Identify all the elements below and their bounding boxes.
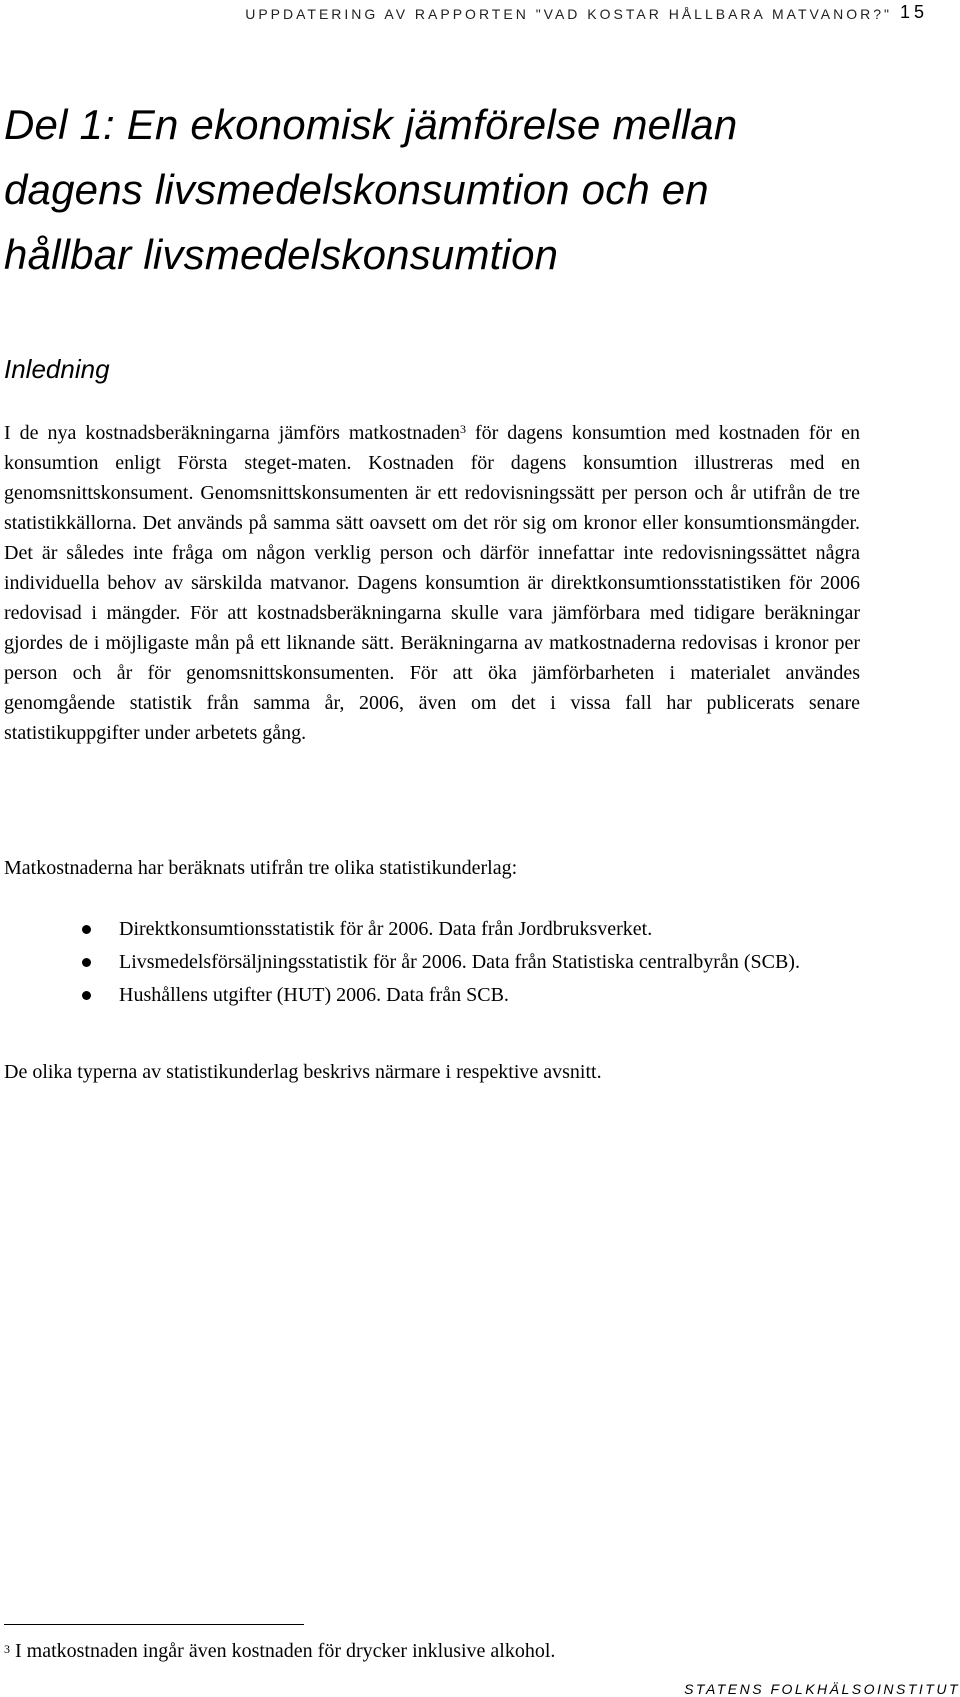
running-header bbox=[0, 2, 928, 30]
bullet-icon bbox=[82, 991, 91, 1000]
list-item-text: Livsmedelsförsäljningsstatistik för år 2006. Data från Statistiska centralbyrån (SCB). bbox=[119, 951, 800, 973]
intro-paragraph bbox=[4, 418, 860, 748]
chapter-title-line-3: hållbar livsmedelskonsumtion bbox=[4, 231, 559, 278]
footnote-text: I matkostnaden ingår även kostnaden för drycker inklusive alkohol. bbox=[10, 1640, 556, 1662]
chapter-title bbox=[4, 92, 904, 287]
list-item-text: Hushållens utgifter (HUT) 2006. Data från SCB. bbox=[119, 984, 509, 1006]
chapter-title-line-1: Del 1: En ekonomisk jämförelse mellan bbox=[4, 101, 738, 148]
running-footer: STATENS FOLKHÄLSOINSTITUT bbox=[684, 1681, 960, 1697]
intro-text-start: I de nya kostnadsberäkningarna jämförs matkostnaden bbox=[4, 422, 460, 444]
lead-paragraph: Matkostnaderna har beräknats utifrån tre olika statistikunderlag: bbox=[4, 857, 518, 879]
intro-text-rest: för dagens konsumtion med kostnaden för en konsumtion enligt Första steget-maten. Kostnaden för dagens konsumtion illustreras med en genomsnittskonsument. Genomsnittskonsumenten är ett redovisningssätt per person och år utifrån de tre statistikkällorna. Det används på samma sätt oavsett om det rör sig om kronor eller konsumtionsmängder. Det är således inte fråga om någon verklig person och därför innefattar inte redovisningssättet några individuella behov av särskilda matvanor. Dagens konsumtion är direktkonsumtionsstatistiken för 2006 redovisad i mängder. För att kostnadsberäkningarna skulle vara jämförbara med tidigare beräkningar gjordes de i möjligaste mån på ett liknande sätt. Beräkningarna av matkostnaderna redovisas i kronor per person och år för genomsnittskonsumenten. För att öka jämförbarheten i materialet användes genomgående statistik från samma år, 2006, även om det i vissa fall har publicerats senare statistikuppgifter under arbetets gång. bbox=[4, 422, 860, 744]
footnote-divider bbox=[4, 1624, 304, 1625]
bullet-icon bbox=[82, 925, 91, 934]
section-heading: Inledning bbox=[4, 354, 110, 384]
footnote-number: 3 bbox=[4, 1642, 10, 1656]
footnote bbox=[4, 1638, 555, 1664]
running-title: UPPDATERING AV RAPPORTEN "VAD KOSTAR HÅLLBARA MATVANOR?" bbox=[245, 6, 892, 22]
bullet-icon bbox=[82, 958, 91, 967]
footnote-reference[interactable]: 3 bbox=[459, 422, 466, 436]
list-item bbox=[4, 980, 860, 1010]
page-number: 15 bbox=[899, 2, 928, 22]
list-item-text: Direktkonsumtionsstatistik för år 2006. Data från Jordbruksverket. bbox=[119, 918, 653, 940]
closing-paragraph: De olika typerna av statistikunderlag beskrivs närmare i respektive avsnitt. bbox=[4, 1061, 602, 1083]
chapter-title-line-2: dagens livsmedelskonsumtion och en bbox=[4, 166, 709, 213]
source-list bbox=[4, 914, 860, 1013]
list-item bbox=[4, 947, 860, 977]
list-item bbox=[4, 914, 860, 944]
